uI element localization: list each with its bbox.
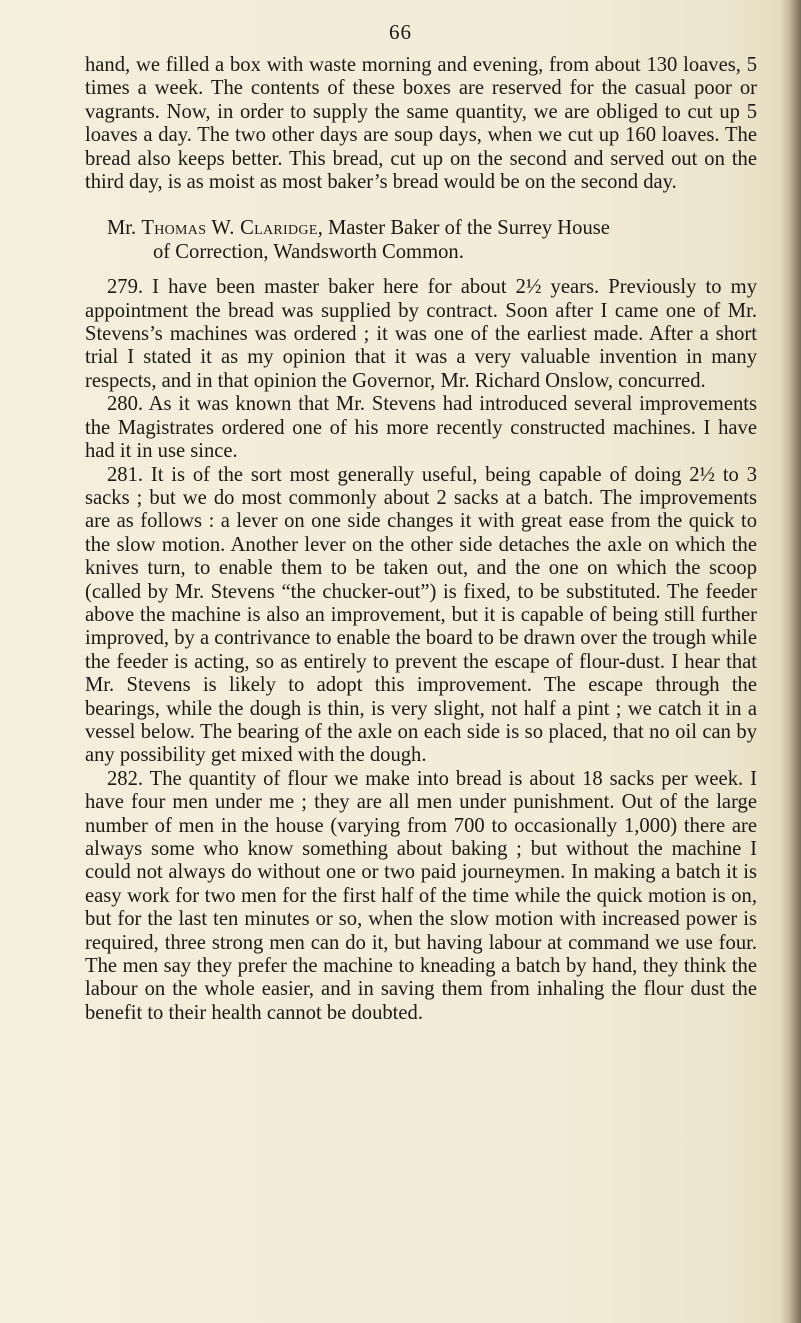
intro-paragraph: hand, we filled a box with waste morning and evening, from about 130 loaves, 5 times a week. The contents of these boxes are reserved for the casual poor or vagrants. Now, in order to supply the same quantity, we are obliged to cut up 5 loaves a day. The two other days are soup days, when we cut up 160 loaves. The bread also keeps better. This bread, cut up on the second and served out on the third day, is as moist as most baker’s bread would be on the second day. <box>85 54 757 194</box>
paragraph-279: 279. I have been master baker here for about 2½ years. Previously to my appointment the bread was supplied by contract. Soon after I came one of Mr. Stevens’s machines was ordered ; it was one of the earliest made. After a short trial I stated it as my opinion that it was a very valuable invention in many respects, and in that opinion the Governor, Mr. Richard Onslow, concurred. <box>85 276 757 392</box>
paragraph-282: 282. The quantity of flour we make into bread is about 18 sacks per week. I have four men under me ; they are all men under punishment. Out of the large number of men in the house (varying from 700 to occasionally 1,000) there are always some who know something about baking ; but without the machine I could not always do without one or two paid journeymen. In making a batch it is easy work for two men for the first half of the time while the quick motion is on, but for the last ten minutes or so, when the slow motion with increased power is required, three strong men can do it, but having labour at command we use four. The men say they prefer the machine to kneading a batch by hand, they think the labour on the whole easier, and in saving them from inhaling the flour dust the benefit to their health cannot be doubted. <box>85 767 757 1024</box>
witness-name: Thomas W. Claridge <box>141 217 318 240</box>
paragraph-280: 280. As it was known that Mr. Stevens had introduced several improvements the Magistrates ordered one of his more recently constructed machines. I have had it in use since. <box>85 393 757 463</box>
paragraph-281: 281. It is of the sort most generally useful, being capable of doing 2½ to 3 sacks ; but we do most commonly about 2 sacks at a batch. The improvements are as follows : a lever on one side changes it with great ease from the quick to the slow motion. Another lever on the other side detaches the axle on which the knives turn, to enable them to be taken out, and the one on which the scoop (called by Mr. Stevens “the chucker-out”) is fixed, to be substituted. The feeder above the machine is also an improvement, but it is capable of being still further improved, by a contrivance to enable the board to be drawn over the trough while the feeder is acting, so as entirely to prevent the escape of flour-dust. I hear that Mr. Stevens is likely to adopt this improvement. The escape through the bearings, while the dough is thin, is very slight, not half a pint ; we catch it in a vessel below. The bearing of the axle on each side is so placed, that no oil can by any possibility get mixed with the dough. <box>85 463 757 767</box>
witness-heading-rest: , Master Baker of the Surrey House <box>317 217 610 240</box>
page-number: 66 <box>389 20 412 44</box>
page-gutter-shadow <box>779 0 801 1323</box>
witness-heading-prefix: Mr. <box>107 217 142 240</box>
witness-heading <box>85 217 757 264</box>
witness-heading-line2: of Correction, Wandsworth Common. <box>153 240 464 263</box>
body-text <box>85 54 757 1025</box>
